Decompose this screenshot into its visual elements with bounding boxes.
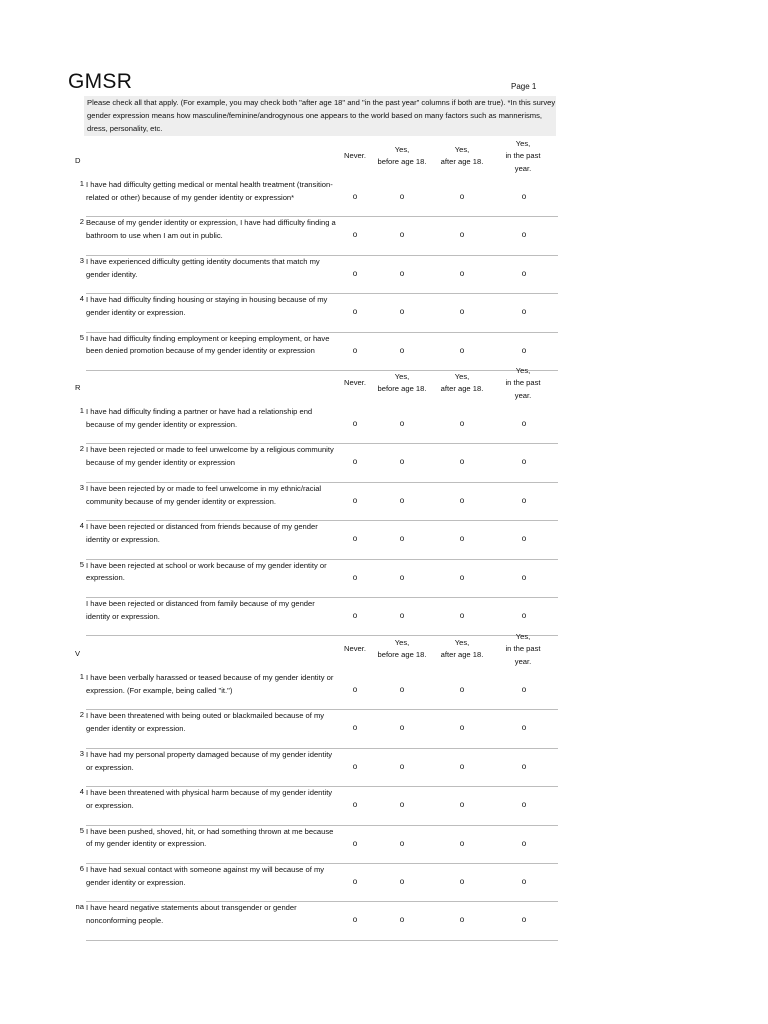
question-text: I have been rejected at school or work because of my gender identity or expression. (86, 560, 327, 583)
radio-never[interactable]: o (352, 345, 358, 355)
radio-never[interactable]: o (352, 761, 358, 771)
radio-past-year[interactable]: o (521, 230, 527, 240)
radio-past-year[interactable]: o (521, 192, 527, 201)
radio-past-year[interactable]: o (521, 534, 527, 544)
radio-before-18[interactable]: o (399, 307, 405, 317)
radio-past-year[interactable]: o (521, 915, 527, 925)
radio-past-year[interactable]: o (521, 495, 527, 505)
col-after-18-header: Yes, after age 18. (440, 372, 484, 394)
radio-past-year[interactable]: o (521, 572, 527, 582)
question-text: I have been threatened with physical harm because of my gender identity or expression. (86, 788, 333, 810)
question-number: 6 (79, 863, 84, 873)
question-text: I have been verbally harassed or teased because of my gender identity or expression. (For example, being called "it.") (86, 673, 334, 695)
question-number: 3 (79, 255, 84, 265)
col-before-18-header: Yes, before age 18. (377, 372, 427, 394)
radio-never[interactable]: o (352, 192, 358, 201)
col-after-18-header: Yes, after age 18. (440, 145, 484, 167)
radio-before-18[interactable]: o (399, 572, 405, 582)
question-number: 4 (79, 294, 84, 304)
radio-never[interactable]: o (352, 572, 358, 582)
radio-never[interactable]: o (352, 876, 358, 886)
question-row (68, 864, 558, 902)
question-number: 3 (79, 748, 84, 758)
col-past-year-header: Yes, in the past year. (505, 366, 541, 400)
radio-before-18[interactable]: o (399, 457, 405, 467)
radio-past-year[interactable]: o (521, 876, 527, 886)
question-text: I have been threatened with being outed or blackmailed because of my gender identity or expression. (86, 711, 325, 734)
radio-after-18[interactable]: o (459, 495, 465, 505)
question-row (68, 179, 558, 217)
col-before-18-header: Yes, before age 18. (377, 638, 427, 660)
radio-after-18[interactable]: o (459, 876, 465, 886)
radio-before-18[interactable]: o (399, 345, 405, 355)
question-text: Because of my gender identity or expression, I have had difficulty finding a bathroom to use when I am out in public. (86, 218, 336, 241)
radio-past-year[interactable]: o (521, 761, 527, 771)
radio-never[interactable]: o (352, 419, 358, 428)
question-text: I have experienced difficulty getting identity documents that match my gender identity. (86, 256, 320, 279)
question-row (68, 787, 558, 825)
radio-before-18[interactable]: o (399, 610, 405, 620)
question-row (68, 560, 558, 598)
section-header (68, 634, 558, 672)
radio-before-18[interactable]: o (399, 495, 405, 505)
radio-before-18[interactable]: o (399, 800, 405, 810)
question-row (68, 902, 558, 940)
question-number: 4 (79, 521, 84, 531)
radio-before-18[interactable]: o (399, 419, 405, 428)
col-never-header: Never. (344, 644, 366, 653)
question-number: 5 (79, 559, 84, 569)
col-after-18-header: Yes, after age 18. (440, 638, 484, 660)
radio-after-18[interactable]: o (459, 307, 465, 317)
radio-never[interactable]: o (352, 268, 358, 278)
radio-after-18[interactable]: o (459, 610, 465, 620)
question-row (68, 483, 558, 521)
question-number: 5 (79, 825, 84, 835)
section-label: D (75, 156, 81, 165)
radio-after-18[interactable]: o (459, 230, 465, 240)
radio-past-year[interactable]: o (521, 345, 527, 355)
section-r (68, 368, 558, 636)
radio-before-18[interactable]: o (399, 838, 405, 848)
radio-after-18[interactable]: o (459, 723, 465, 733)
radio-before-18[interactable]: o (399, 268, 405, 278)
radio-after-18[interactable]: o (459, 419, 465, 428)
radio-past-year[interactable]: o (521, 457, 527, 467)
question-text: I have been rejected or made to feel unwelcome by a religious community because of my gender identity or expression (86, 445, 334, 468)
radio-past-year[interactable]: o (521, 685, 527, 694)
question-text: I have been rejected or distanced from family because of my gender identity or expression. (86, 598, 315, 621)
radio-never[interactable]: o (352, 685, 358, 694)
question-row (68, 444, 558, 482)
question-number: 2 (79, 444, 84, 454)
radio-before-18[interactable]: o (399, 230, 405, 240)
question-text: I have had sexual contact with someone against my will because of my gender identity or expression. (86, 864, 325, 887)
question-row (68, 672, 558, 710)
section-label: V (75, 649, 81, 658)
radio-before-18[interactable]: o (399, 876, 405, 886)
radio-past-year[interactable]: o (521, 419, 527, 428)
radio-past-year[interactable]: o (521, 723, 527, 733)
question-number: 1 (79, 672, 84, 681)
section-d (68, 141, 558, 371)
col-past-year-header: Yes, in the past year. (505, 139, 541, 173)
radio-after-18[interactable]: o (459, 838, 465, 848)
section-v (68, 634, 558, 941)
question-row (68, 294, 558, 332)
question-number: 1 (79, 406, 84, 415)
radio-never[interactable]: o (352, 457, 358, 467)
radio-never[interactable]: o (352, 800, 358, 810)
question-text: I have been rejected by or made to feel unwelcome in my ethnic/racial community because of my gender identity or expression. (86, 483, 322, 506)
radio-past-year[interactable]: o (521, 307, 527, 317)
question-text: I have had my personal property damaged because of my gender identity or expression. (86, 749, 333, 772)
document-title: GMSR (68, 70, 133, 93)
question-text: I have had difficulty finding a partner or have had a relationship end because of my gender identity or expression. (86, 407, 313, 429)
radio-past-year[interactable]: o (521, 838, 527, 848)
section-header (68, 141, 558, 179)
radio-after-18[interactable]: o (459, 345, 465, 355)
radio-after-18[interactable]: o (459, 268, 465, 278)
radio-never[interactable]: o (352, 307, 358, 317)
question-number: 3 (79, 482, 84, 492)
radio-after-18[interactable]: o (459, 572, 465, 582)
question-number: 2 (79, 217, 84, 227)
col-never-header: Never. (344, 151, 366, 160)
question-row (68, 406, 558, 444)
radio-after-18[interactable]: o (459, 685, 465, 694)
radio-past-year[interactable]: o (521, 800, 527, 810)
radio-never[interactable]: o (352, 534, 358, 544)
radio-after-18[interactable]: o (459, 761, 465, 771)
question-number: 1 (79, 179, 84, 188)
col-before-18-header: Yes, before age 18. (377, 145, 427, 167)
radio-before-18[interactable]: o (399, 534, 405, 544)
col-never-header: Never. (344, 378, 366, 387)
question-row (68, 521, 558, 559)
radio-before-18[interactable]: o (399, 761, 405, 771)
radio-never[interactable]: o (352, 610, 358, 620)
radio-after-18[interactable]: o (459, 800, 465, 810)
question-row (68, 256, 558, 294)
radio-after-18[interactable]: o (459, 534, 465, 544)
radio-never[interactable]: o (352, 838, 358, 848)
question-text: I have had difficulty finding housing or staying in housing because of my gender identity or expression. (86, 295, 328, 317)
question-number: 5 (79, 332, 84, 342)
question-text: I have had difficulty finding employment or keeping employment, or have been denied promotion because of my gender identity or expression (86, 333, 330, 356)
radio-never[interactable]: o (352, 230, 358, 240)
section-label: R (75, 383, 81, 392)
radio-past-year[interactable]: o (521, 610, 527, 620)
radio-past-year[interactable]: o (521, 268, 527, 278)
question-text: I have heard negative statements about transgender or gender nonconforming people. (86, 903, 297, 926)
section-header (68, 368, 558, 406)
question-row (68, 333, 558, 371)
question-row (68, 217, 558, 255)
radio-after-18[interactable]: o (459, 192, 465, 201)
radio-never[interactable]: o (352, 723, 358, 733)
question-row (68, 826, 558, 864)
radio-never[interactable]: o (352, 915, 358, 925)
question-row (68, 598, 558, 636)
question-text: I have been pushed, shoved, hit, or had something thrown at me because of my gender identity or expression. (86, 826, 334, 849)
radio-after-18[interactable]: o (459, 915, 465, 925)
page-number: Page 1 (511, 82, 537, 91)
question-row (68, 749, 558, 787)
question-row (68, 710, 558, 748)
radio-never[interactable]: o (352, 495, 358, 505)
question-number: 4 (79, 787, 84, 797)
radio-before-18[interactable]: o (399, 723, 405, 733)
question-number: 2 (79, 710, 84, 720)
radio-before-18[interactable]: o (399, 915, 405, 925)
col-past-year-header: Yes, in the past year. (505, 632, 541, 666)
question-text: I have been rejected or distanced from friends because of my gender identity or expression. (86, 522, 318, 544)
radio-after-18[interactable]: o (459, 457, 465, 467)
question-number: na (75, 902, 84, 912)
row-divider (86, 940, 558, 941)
radio-before-18[interactable]: o (399, 685, 405, 694)
instructions-box: Please check all that apply. (For example, you may check both "after age 18" and "in the past year" columns if both are true). *In this survey gender expression means how masculine/feminine/androgynous one appears to the world based on many factors such as mannerisms, dress, personality, etc. (84, 96, 556, 136)
question-text: I have had difficulty getting medical or mental health treatment (transition-related or other) because of my gender identity or expression* (86, 180, 333, 202)
radio-before-18[interactable]: o (399, 192, 405, 201)
